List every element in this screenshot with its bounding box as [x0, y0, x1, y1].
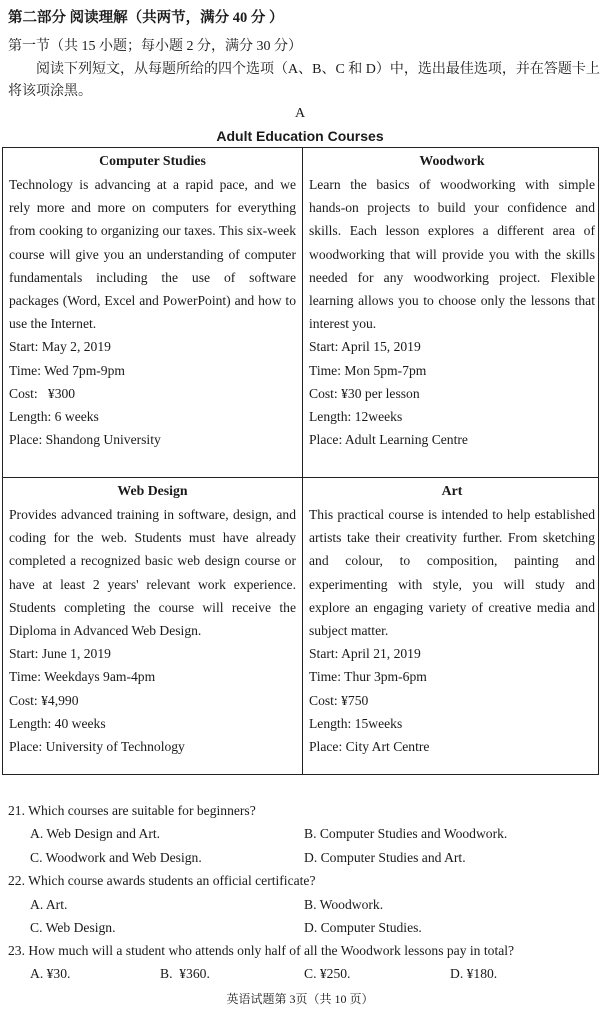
- question-22-option-c: C. Web Design.: [30, 920, 116, 935]
- question-23-option-b: B. ¥360.: [160, 966, 210, 981]
- passage-letter: A: [294, 106, 306, 121]
- question-21-option-c: C. Woodwork and Web Design.: [30, 850, 202, 865]
- course-name: Art: [441, 483, 463, 498]
- question-23-option-c: C. ¥250.: [304, 966, 351, 981]
- course-name: Computer Studies: [99, 153, 206, 168]
- part-title: 第二部分 阅读理解（共两节，满分 40 分 ）: [8, 10, 284, 26]
- question-21-option-d: D. Computer Studies and Art.: [304, 850, 466, 865]
- course-name: Web Design: [117, 483, 188, 498]
- question-22-option-d: D. Computer Studies.: [304, 920, 422, 935]
- course-cost: Cost: ¥30 per lesson: [309, 385, 420, 401]
- question-23-option-d: D. ¥180.: [450, 966, 498, 981]
- question-22-option-b: B. Woodwork.: [304, 897, 384, 912]
- course-place: Place: University of Technology: [9, 739, 185, 755]
- question-21-stem: 21. Which courses are suitable for beginners?: [8, 803, 256, 818]
- question-22-option-a: A. Art.: [30, 897, 68, 912]
- course-length: Length: 6 weeks: [9, 409, 99, 425]
- course-start: Start: April 15, 2019: [309, 339, 421, 355]
- course-description: Technology is advancing at a rapid pace, and we rely more and more on computers for everything from cooking to organizing our taxes. This six-week course will give you an understanding of computer fundamentals including the use of software packages (Word, Excel and PowerPoint) and how to use the Internet.: [9, 177, 296, 332]
- course-length: Length: 40 weeks: [9, 715, 106, 731]
- question-21-option-a: A. Web Design and Art.: [30, 826, 161, 841]
- table-divider-vertical: [302, 148, 303, 774]
- question-21-option-b: B. Computer Studies and Woodwork.: [304, 826, 508, 841]
- course-cell-art: [309, 479, 595, 758]
- course-time: Time: Mon 5pm-7pm: [309, 362, 427, 378]
- course-place: Place: Adult Learning Centre: [309, 432, 468, 448]
- course-length: Length: 15weeks: [309, 715, 403, 731]
- course-time: Time: Wed 7pm-9pm: [9, 362, 125, 378]
- course-start: Start: April 21, 2019: [309, 646, 421, 662]
- table-divider-horizontal: [3, 477, 598, 478]
- question-22-stem: 22. Which course awards students an official certificate?: [8, 873, 316, 888]
- page-footer: 英语试题第 3页（共 10 页）: [226, 992, 374, 1006]
- passage-title: Adult Education Courses: [216, 128, 384, 144]
- course-table: [2, 147, 599, 775]
- course-time: Time: Weekdays 9am-4pm: [9, 669, 156, 685]
- course-description: Learn the basics of woodworking with simple hands-on projects to build your confidence and skills. Each lesson explores a different area of woodworking that will provide you with the skills needed for any woodworking project. Flexible learning allows you to choose only the lessons that interest you.: [309, 177, 595, 332]
- course-description: This practical course is intended to help established artists take their creativity further. From sketching and colour, to composition, painting and experimenting with style, you will study and explore an engaging variety of creative media and subject matter.: [309, 507, 595, 639]
- instruction-line-2: 将该项涂黑。: [8, 84, 92, 99]
- section-title: 第一节（共 15 小题；每小题 2 分，满分 30 分）: [8, 39, 302, 54]
- question-23-stem: 23. How much will a student who attends only half of all the Woodwork lessons pay in total?: [8, 943, 515, 958]
- course-cost: Cost: ¥750: [309, 692, 369, 708]
- course-description: Provides advanced training in software, design, and coding for the web. Students must have already completed a recognized basic web design course or have at least 2 years' relevant work experience. Students completing the course will receive the Diploma in Advanced Web Design.: [9, 507, 296, 639]
- course-place: Place: City Art Centre: [309, 739, 430, 755]
- course-length: Length: 12weeks: [309, 409, 403, 425]
- course-cost: Cost: ¥4,990: [9, 692, 79, 708]
- course-start: Start: May 2, 2019: [9, 339, 111, 355]
- course-cell-computer-studies: [9, 149, 296, 451]
- course-time: Time: Thur 3pm-6pm: [309, 669, 427, 685]
- course-cell-web-design: [9, 479, 296, 758]
- course-start: Start: June 1, 2019: [9, 646, 111, 662]
- course-cost: Cost: ¥300: [9, 385, 76, 401]
- course-place: Place: Shandong University: [9, 432, 161, 448]
- course-cell-woodwork: [309, 149, 595, 451]
- question-23-option-a: A. ¥30.: [30, 966, 71, 981]
- instruction-line-1: 阅读下列短文，从每题所给的四个选项（A、B、C 和 D）中，选出最佳选项，并在答题卡上: [36, 62, 600, 77]
- course-name: Woodwork: [419, 153, 485, 168]
